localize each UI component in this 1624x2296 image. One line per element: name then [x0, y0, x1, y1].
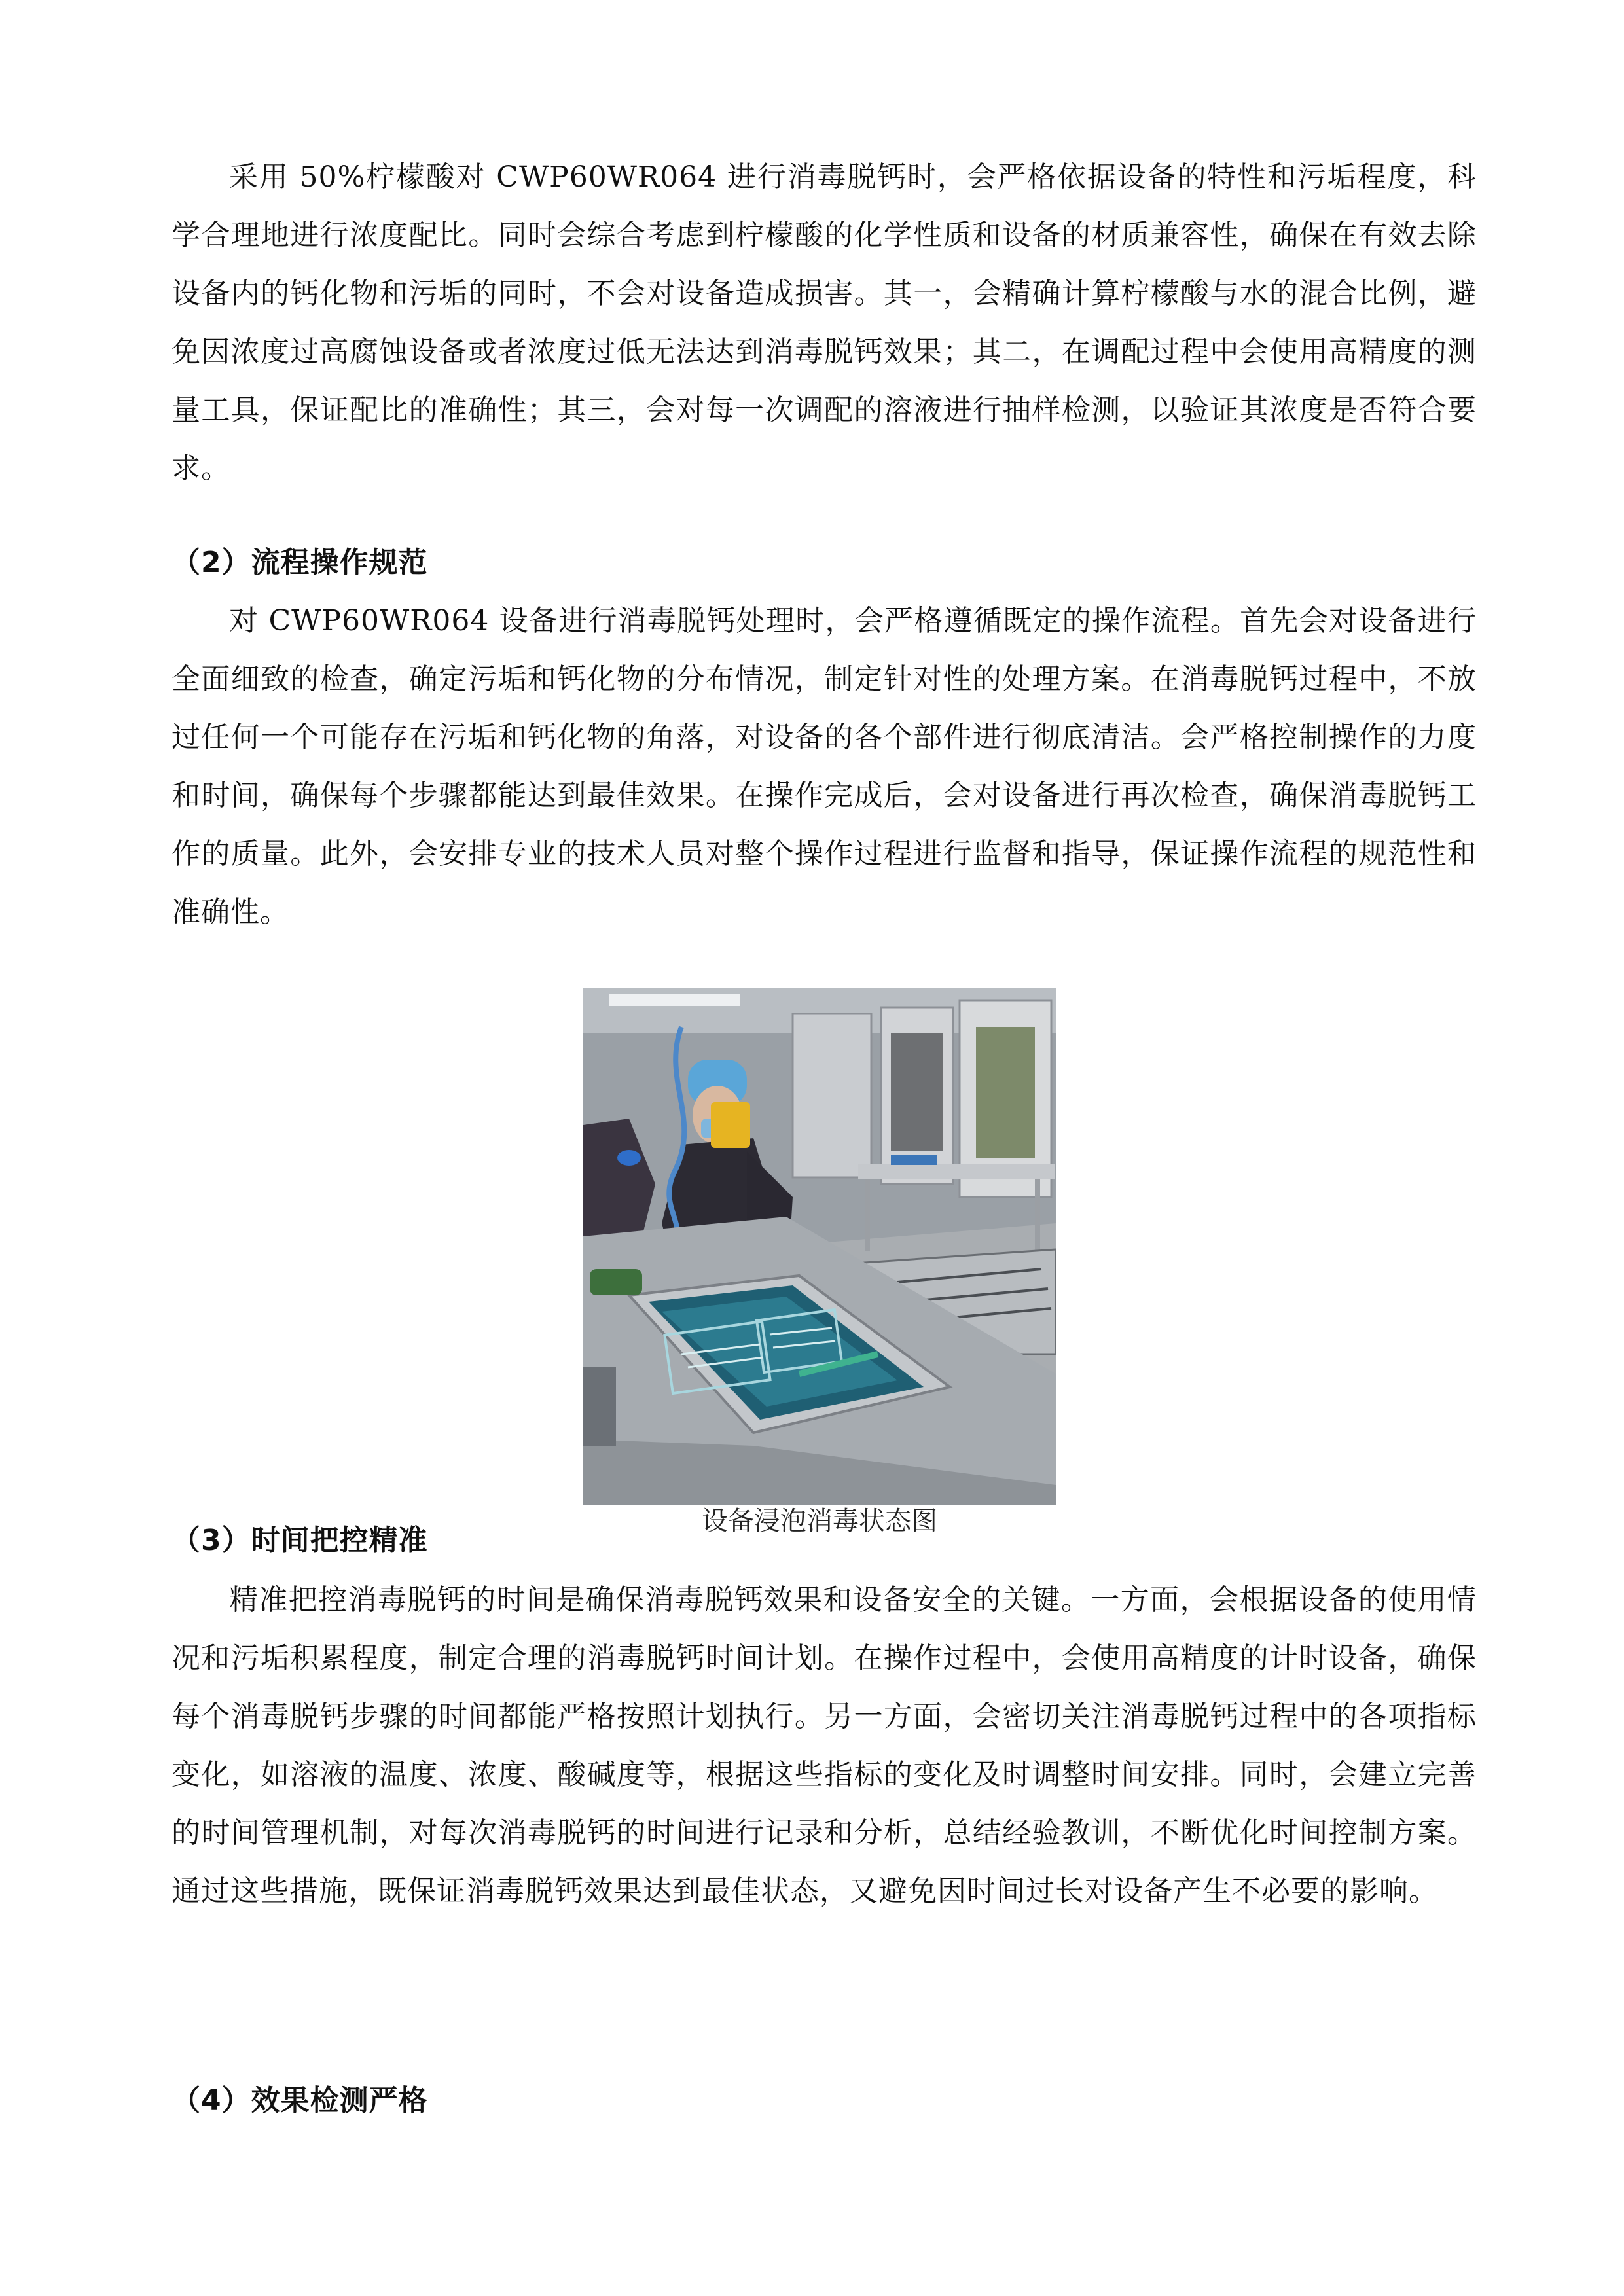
- body-paragraph: 精准把控消毒脱钙的时间是确保消毒脱钙效果和设备安全的关键。一方面，会根据设备的使用情况和污垢积累程度，制定合理的消毒脱钙时间计划。在操作过程中，会使用高精度的计时设备，确保每个消毒脱钙步骤的时间都能严格按照计划执行。另一方面，会密切关注消毒脱钙过程中的各项指标变化，如溶液的温度、浓度、酸碱度等，根据这些指标的变化及时调整时间安排。同时，会建立完善的时间管理机制，对每次消毒脱钙的时间进行记录和分析，总结经验教训，不断优化时间控制方案。通过这些措施，既保证消毒脱钙效果达到最佳状态，又避免因时间过长对设备产生不必要的影响。: [171, 1583, 1477, 1908]
- body-paragraph: 采用 50%柠檬酸对 CWP60WR064 进行消毒脱钙时，会严格依据设备的特性和污垢程度，科学合理地进行浓度配比。同时会综合考虑到柠檬酸的化学性质和设备的材质兼容性，确保在有效去除设备内的钙化物和污垢的同时，不会对设备造成损害。其一，会精确计算柠檬酸与水的混合比例，避免因浓度过高腐蚀设备或者浓度过低无法达到消毒脱钙效果；其二，在调配过程中会使用高精度的测量工具，保证配比的准确性；其三，会对每一次调配的溶液进行抽样检测，以验证其浓度是否符合要求。: [171, 160, 1477, 485]
- disinfection-soak-photo: [583, 988, 1056, 1505]
- section-heading: （2）流程操作规范: [171, 546, 428, 579]
- section-heading: （3）时间把控精准: [171, 1524, 428, 1557]
- figure-caption: 设备浸泡消毒状态图: [702, 1506, 937, 1536]
- photo-illustration: [583, 988, 1056, 1505]
- body-paragraph: 对 CWP60WR064 设备进行消毒脱钙处理时，会严格遵循既定的操作流程。首先会对设备进行全面细致的检查，确定污垢和钙化物的分布情况，制定针对性的处理方案。在消毒脱钙过程中，不放过任何一个可能存在污垢和钙化物的角落，对设备的各个部件进行彻底清洁。会严格控制操作的力度和时间，确保每个步骤都能达到最佳效果。在操作完成后，会对设备进行再次检查，确保消毒脱钙工作的质量。此外，会安排专业的技术人员对整个操作过程进行监督和指导，保证操作流程的规范性和准确性。: [171, 604, 1477, 929]
- section-heading: （4）效果检测严格: [171, 2084, 428, 2117]
